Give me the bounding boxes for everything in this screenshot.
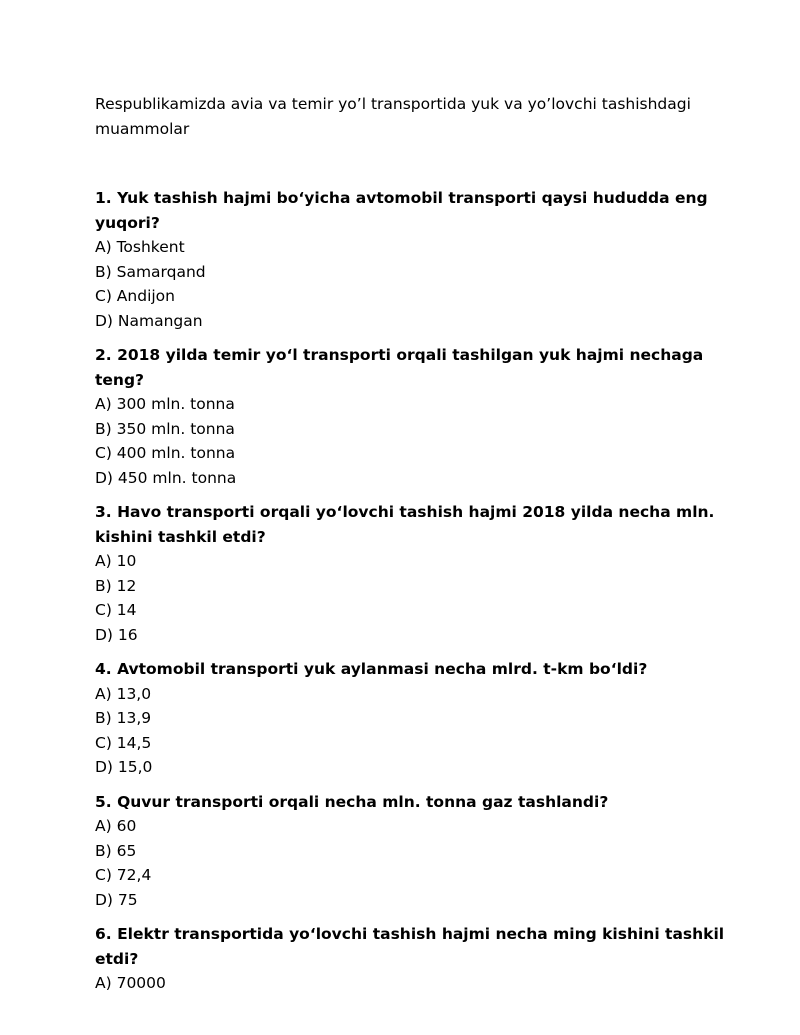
question-6: [95, 922, 735, 996]
answer-option: A) 70000: [95, 974, 166, 992]
answer-option: C) Andijon: [95, 287, 175, 305]
answer-option: D) 75: [95, 890, 138, 909]
answer-option: B) Samarqand: [95, 262, 206, 281]
question-4: [95, 657, 735, 780]
question-list: [95, 186, 735, 1006]
question-text: 5. Quvur transporti orqali necha mln. tonna gaz tashlandi?: [95, 792, 609, 811]
answer-option: B) 65: [95, 841, 137, 860]
answer-option: D) 15,0: [95, 758, 153, 776]
answer-option: C) 72,4: [95, 866, 152, 884]
answer-option: A) 13,0: [95, 684, 152, 703]
answer-option: A) 10: [95, 552, 137, 570]
question-2: [95, 343, 735, 490]
question-text: 4. Avtomobil transporti yuk aylanmasi necha mlrd. t-km bo‘ldi?: [95, 660, 648, 678]
answer-option: B) 13,9: [95, 709, 152, 727]
answer-option: C) 14: [95, 601, 137, 619]
question-3: [95, 500, 735, 647]
answer-option: D) 450 mln. tonna: [95, 468, 237, 487]
question-1: [95, 186, 735, 333]
answer-option: A) Toshkent: [95, 238, 185, 256]
answer-option: D) Namangan: [95, 311, 203, 330]
answer-option: C) 400 mln. tonna: [95, 444, 236, 462]
answer-option: B) 12: [95, 576, 137, 595]
document-title: Respublikamizda avia va temir yo’l transportida yuk va yo’lovchi tashishdagi muammolar: [95, 95, 691, 138]
question-text: 6. Elektr transportida yo‘lovchi tashish hajmi necha ming kishini tashkil etdi?: [95, 925, 725, 968]
question-5: [95, 790, 735, 913]
answer-option: D) 16: [95, 625, 138, 644]
question-text: 1. Yuk tashish hajmi bo‘yicha avtomobil transporti qaysi hududda eng yuqori?: [95, 189, 708, 232]
answer-option: C) 14,5: [95, 733, 152, 752]
question-text: 2. 2018 yilda temir yo‘l transporti orqali tashilgan yuk hajmi nechaga teng?: [95, 346, 704, 389]
answer-option: A) 300 mln. tonna: [95, 395, 235, 413]
question-text: 3. Havo transporti orqali yo‘lovchi tashish hajmi 2018 yilda necha mln. kishini tashkil etdi?: [95, 503, 715, 546]
answer-option: A) 60: [95, 817, 137, 835]
answer-option: B) 350 mln. tonna: [95, 419, 235, 438]
